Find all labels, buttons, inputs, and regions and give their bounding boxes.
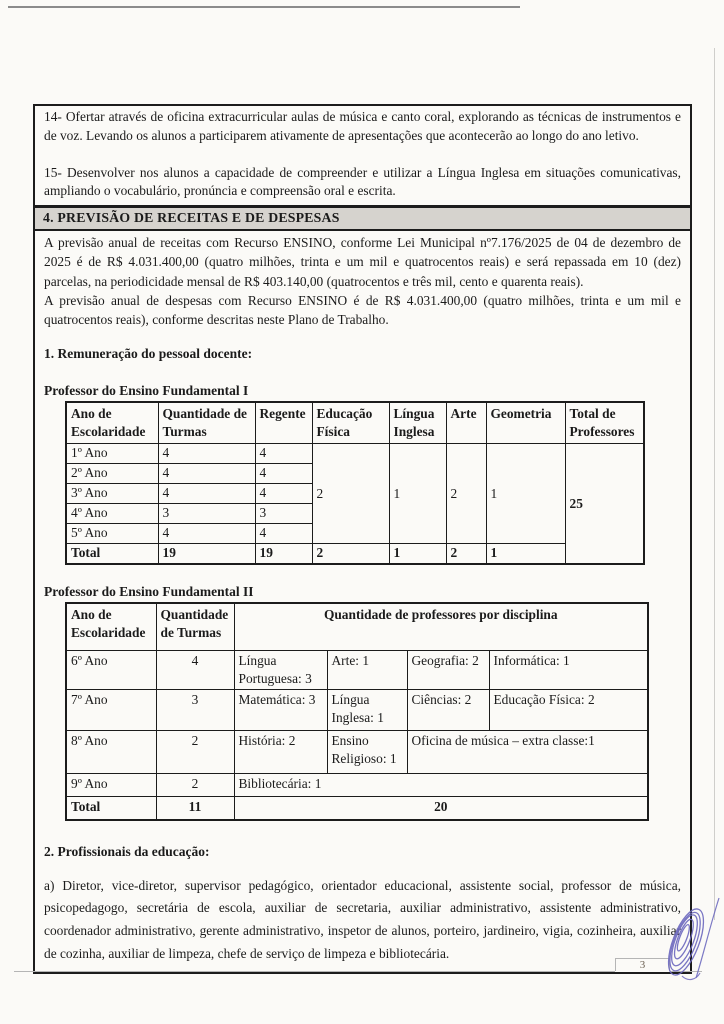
item-2-title: 2. Profissionais da educação: xyxy=(44,844,210,860)
cell-total-educacao-fisica: 2 xyxy=(312,544,389,565)
header-educacao-fisica: Educação Física xyxy=(312,402,389,444)
cell-geometria-merged: 1 xyxy=(486,444,565,544)
cell-lingua-inglesa-merged: 1 xyxy=(389,444,446,544)
cell-disciplina: Matemática: 3 xyxy=(234,690,327,731)
cell-regente: 4 xyxy=(255,484,312,504)
table-row xyxy=(66,731,648,774)
header-regente: Regente xyxy=(255,402,312,444)
table-2-title: Professor do Ensino Fundamental II xyxy=(44,584,254,600)
cell-total-professores: 20 xyxy=(234,797,648,821)
section-4-content xyxy=(35,231,690,972)
fundamental-1-table xyxy=(65,401,645,565)
cell-turmas: 2 xyxy=(156,731,234,774)
fundamental-2-table xyxy=(65,602,649,821)
cell-total-label: Total xyxy=(66,544,158,565)
cell-regente: 4 xyxy=(255,464,312,484)
cell-ano: 6º Ano xyxy=(66,651,156,690)
header-turmas: Quantidade de Turmas xyxy=(156,603,234,651)
cell-educacao-fisica-merged: 2 xyxy=(312,444,389,544)
cell-turmas: 2 xyxy=(156,774,234,797)
cell-total-regente: 19 xyxy=(255,544,312,565)
cell-disciplina: Arte: 1 xyxy=(327,651,407,690)
cell-total-professores-merged: 25 xyxy=(565,444,644,565)
cell-disciplina: Língua Inglesa: 1 xyxy=(327,690,407,731)
cell-turmas: 4 xyxy=(158,524,255,544)
cell-regente: 3 xyxy=(255,504,312,524)
scan-artifact-top-line xyxy=(8,6,520,8)
cell-total-arte: 2 xyxy=(446,544,486,565)
table-row xyxy=(66,690,648,731)
paragraph-receitas: A previsão anual de receitas com Recurso ENSINO, conforme Lei Municipal nº7.176/2025 de 04 de dezembro de 2025 é de R$ 4.031.400,00 (quatro milhões, trinta e um mil e quatrocentos reais) e será repassada em 10 (dez) parcelas, na periodicidade mensal de R$ 403.140,00 (quatrocentos e três mil, cento e quarenta reais). xyxy=(44,235,681,289)
header-ano: Ano de Escolaridade xyxy=(66,603,156,651)
cell-total-geometria: 1 xyxy=(486,544,565,565)
table-header-row xyxy=(66,603,648,651)
table-row xyxy=(66,774,648,797)
table-total-row xyxy=(66,797,648,821)
header-total-professores: Total de Professores xyxy=(565,402,644,444)
cell-disciplina: História: 2 xyxy=(234,731,327,774)
cell-total-turmas: 11 xyxy=(156,797,234,821)
cell-regente: 4 xyxy=(255,524,312,544)
header-arte: Arte xyxy=(446,402,486,444)
cell-disciplina: Ciências: 2 xyxy=(407,690,489,731)
cell-ano: 8º Ano xyxy=(66,731,156,774)
cell-ano: 5º Ano xyxy=(66,524,158,544)
page-number: 3 xyxy=(615,958,670,971)
table-1-title: Professor do Ensino Fundamental I xyxy=(44,382,249,398)
goal-item-14: 14- Ofertar através de oficina extracurricular aulas de música e canto coral, explorando as técnicas de instrumentos e de voz. Levando os alunos a participarem ativamente de apresentações que acontecerão ao longo do ano letivo. xyxy=(44,109,681,143)
header-geometria: Geometria xyxy=(486,402,565,444)
cell-disciplina: Geografia: 2 xyxy=(407,651,489,690)
table-row xyxy=(66,651,648,690)
paragraph-despesas: A previsão anual de despesas com Recurso ENSINO é de R$ 4.031.400,00 (quatro milhões, trinta e um mil e quatrocentos reais), conforme descritas neste Plano de Trabalho. xyxy=(44,292,681,328)
cell-ano: 2º Ano xyxy=(66,464,158,484)
cell-total-label: Total xyxy=(66,797,156,821)
table-total-row xyxy=(66,544,644,565)
header-disciplinas: Quantidade de professores por disciplina xyxy=(234,603,648,651)
cell-disciplina: Bibliotecária: 1 xyxy=(234,774,648,797)
goal-item-15: 15- Desenvolver nos alunos a capacidade de compreender e utilizar a Língua Inglesa em situações comunicativas, ampliando o vocabulário, pronúncia e compreensão oral e escrita. xyxy=(44,164,681,199)
footer-rule-left xyxy=(14,971,615,972)
cell-turmas: 4 xyxy=(158,484,255,504)
item-1-title: 1. Remuneração do pessoal docente: xyxy=(44,346,253,362)
cell-turmas: 4 xyxy=(158,464,255,484)
section-4-title: 4. PREVISÃO DE RECEITAS E DE DESPESAS xyxy=(35,208,690,231)
header-ano: Ano de Escolaridade xyxy=(66,402,158,444)
table-header-row xyxy=(66,402,644,444)
cell-arte-merged: 2 xyxy=(446,444,486,544)
cell-regente: 4 xyxy=(255,444,312,464)
cell-total-lingua-inglesa: 1 xyxy=(389,544,446,565)
cell-turmas: 4 xyxy=(156,651,234,690)
cell-ano: 1º Ano xyxy=(66,444,158,464)
cell-turmas: 3 xyxy=(158,504,255,524)
cell-disciplina: Ensino Religioso: 1 xyxy=(327,731,407,774)
header-lingua-inglesa: Língua Inglesa xyxy=(389,402,446,444)
signature-scribble xyxy=(656,894,720,984)
scan-artifact-right-line xyxy=(714,48,715,920)
cell-turmas: 4 xyxy=(158,444,255,464)
cell-disciplina: Educação Física: 2 xyxy=(489,690,648,731)
cell-ano: 9º Ano xyxy=(66,774,156,797)
cell-disciplina: Informática: 1 xyxy=(489,651,648,690)
cell-disciplina: Língua Portuguesa: 3 xyxy=(234,651,327,690)
cell-ano: 3º Ano xyxy=(66,484,158,504)
cell-turmas: 3 xyxy=(156,690,234,731)
cell-disciplina: Oficina de música – extra classe:1 xyxy=(407,731,648,774)
goals-box xyxy=(33,104,692,207)
cell-total-turmas: 19 xyxy=(158,544,255,565)
header-turmas: Quantidade de Turmas xyxy=(158,402,255,444)
item-2-text: a) Diretor, vice-diretor, supervisor pedagógico, orientador educacional, assistente social, professor de música, psicopedagogo, secretária de escola, auxiliar de secretaria, auxiliar administrativo, assistente administrativo, coordenador administrativo, gerente administrativo, inspetor de alunos, porteiro, jardineiro, vigia, cozinheira, auxiliar de cozinha, auxiliar de limpeza, chefe de serviço de limpeza e bibliotecária. xyxy=(44,877,681,962)
section-4-box xyxy=(33,206,692,974)
table-row xyxy=(66,444,644,464)
cell-ano: 7º Ano xyxy=(66,690,156,731)
cell-ano: 4º Ano xyxy=(66,504,158,524)
